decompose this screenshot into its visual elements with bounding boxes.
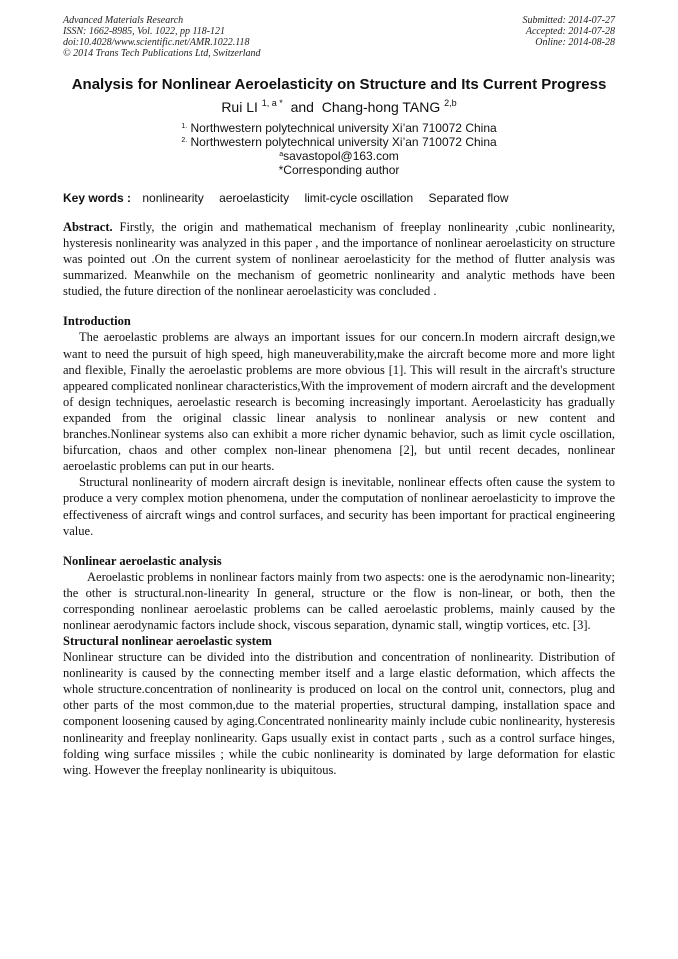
paragraph: Structural nonlinearity of modern aircraft design is inevitable, nonlinear effects often cause the system to produce a very complex motion phenomena, under the computation of nonlinear aeroelasticity to improve the effectiveness of aircraft wings and control surfaces, and security has been important for practical engineering value. [63, 475, 615, 538]
affiliation-2-marker: 2. [181, 137, 188, 144]
author-2-name: Chang-hong TANG [321, 99, 441, 115]
affiliation-2 [63, 135, 615, 149]
publication-info [63, 15, 261, 59]
keyword: Separated flow [428, 191, 509, 205]
paper-title: Analysis for Nonlinear Aeroelasticity on Structure and Its Current Progress [71, 76, 607, 93]
accepted-date: Accepted: 2014-07-28 [525, 26, 615, 37]
affiliation-1-marker: 1. [181, 123, 188, 130]
keyword: limit-cycle oscillation [304, 191, 414, 205]
subsection-heading: Structural nonlinear aeroelastic system [63, 634, 272, 649]
email-address[interactable]: savastopol@163.com [283, 149, 399, 163]
email-marker: a [279, 151, 284, 158]
abstract-text: Firstly, the origin and mathematical mechanism of freeplay nonlinearity ,cubic nonlinearity, hysteresis nonlinearity was analyzed in this paper , and the importance of nonlinear aeroelasticity on structure was pointed out .On the current system of nonlinear aeroelasticity for the method of flutter analysis was summarized. Meanwhile on the mechanism of geometric nonlinearity and analytic methods have been studied, the future direction of the nonlinear aeroelasticity was concluded . [63, 220, 616, 299]
affiliation-2-text: Northwestern polytechnical university Xi’an 710072 China [190, 135, 497, 149]
journal-name: Advanced Materials Research [63, 15, 184, 26]
section-heading: Nonlinear aeroelastic analysis [63, 553, 222, 568]
author-line [63, 98, 615, 116]
affiliation-1-text: Northwestern polytechnical university Xi’an 710072 China [190, 121, 497, 135]
author-1-marker: 1, a * [261, 98, 283, 108]
author-1-name: Rui LI [221, 99, 258, 115]
paragraph: Nonlinear structure can be divided into the distribution and concentration of nonlinearity. Distribution of nonlinearity is caused by the connecting member itself and a large elastic deformation, which affects the whole structure.concentration of nonlinearity is produced on local on the control unit, connectors, plug and other parts of the most common,due to the material properties, structural damping, installation space and component loosening caused by aging.Concentrated nonlinearity mainly include cubic nonlinearity, hysteresis nonlinearity and freeplay nonlinearity. Gaps usually exist in contact parts , such as a control surface hinges, folding wing surface missiles ; while the cubic nonlinearity is dominated by large deformation for elastic wing. However the freeplay nonlinearity is ubiquitous. [63, 650, 615, 777]
issn-line: ISSN: 1662-8985, Vol. 1022, pp 118-121 [63, 26, 226, 37]
publication-header [63, 15, 615, 59]
publication-dates [523, 15, 616, 59]
doi-line[interactable]: doi:10.4028/www.scientific.net/AMR.1022.118 [63, 37, 250, 48]
author-2-marker: 2,b [444, 98, 457, 108]
section-nonlinear-analysis [63, 553, 615, 778]
author-conjunction: and [290, 99, 314, 115]
section-introduction [63, 313, 615, 538]
copyright-line: © 2014 Trans Tech Publications Ltd, Switzerland [63, 48, 261, 59]
paragraph: The aeroelastic problems are always an important issues for our concern.In modern aircraft design,we want to need the pursuit of high speed, high maneuverability,make the aircraft become more and more light and flexible, Finally the aeroelastic problems are more obvious [1]. This will result in the aircraft's structure appeared complicated nonlinear characteristics,With the improvement of modern aircraft and the development of design techniques, aeroelastic research is becoming increasingly important. Aeroelasticity has gradually expanded from the original classic linear analysis to nonlinear analysis or new content and branches.Nonlinear systems also can exhibit a more richer dynamic behavior, such as limit cycle oscillation, bifurcation, chaos and other complex non-linear phenomena [2], but until recent decades, nonlinear aeroelastic problems can put in our hearts. [63, 330, 615, 474]
email-line [63, 149, 615, 163]
keyword: aeroelasticity [219, 191, 290, 205]
abstract-label: Abstract. [63, 220, 113, 234]
paragraph: Aeroelastic problems in nonlinear factors mainly from two aspects: one is the aerodynamic non-linearity; the other is structural.non-linearity In general, structure or the flow is non-linear, or both, then the corresponding nonlinear aeroelastic problems can be called aeroelastic problems, mainly caused by the nonlinear aerodynamic factors include shock, viscous separation, dynamic stall, wingtip vortices, etc. [3]. [63, 569, 615, 632]
keyword: nonlinearity [142, 191, 204, 205]
affiliations [63, 121, 615, 177]
affiliation-1 [63, 121, 615, 135]
submitted-date: Submitted: 2014-07-27 [522, 15, 615, 26]
abstract [63, 219, 615, 299]
keywords-label: Key words : [63, 191, 132, 205]
keywords-line [63, 191, 615, 206]
corresponding-author-note: *Corresponding author [278, 163, 400, 177]
online-date: Online: 2014-08-28 [535, 37, 615, 48]
section-heading: Introduction [63, 314, 131, 329]
